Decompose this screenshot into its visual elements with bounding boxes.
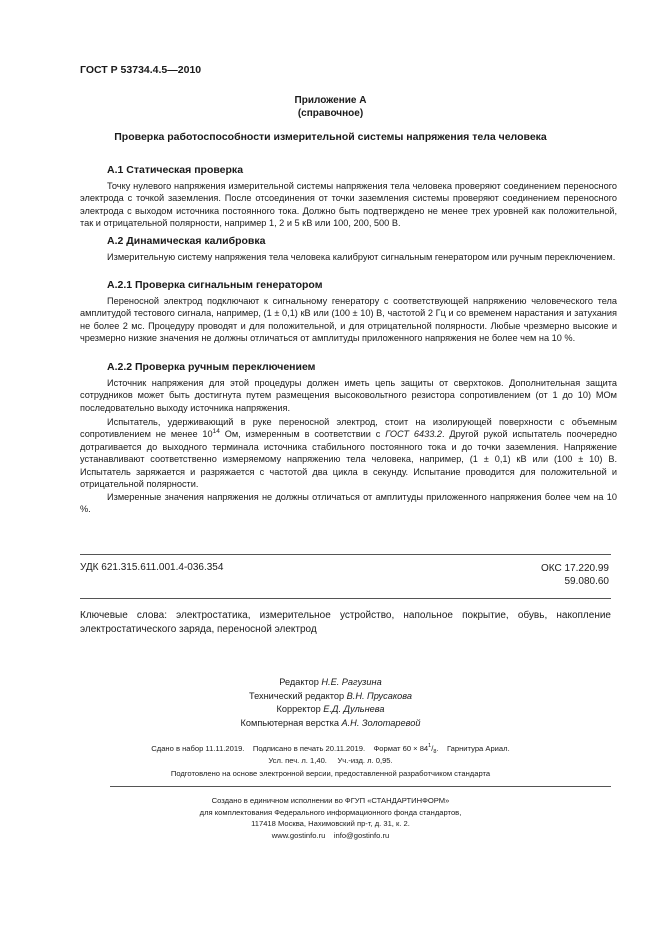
standard-id: ГОСТ Р 53734.4.5—2010: [80, 64, 202, 76]
credit-name: В.Н. Прусакова: [346, 690, 412, 701]
oks-codes: [541, 562, 609, 588]
imprint-pub-sheets: Уч.-изд. л. 0,95.: [337, 756, 393, 765]
section-a1-heading: А.1 Статическая проверка: [107, 164, 244, 176]
credit-label: Технический редактор: [249, 690, 347, 701]
credit-label: Редактор: [279, 677, 322, 687]
page-title: Проверка работоспособности измерительной системы напряжения тела человека: [114, 131, 547, 143]
annex-heading: [0, 94, 661, 120]
format-text: Формат 60 × 84: [373, 744, 429, 753]
annex-subtitle: (справочное): [297, 108, 364, 119]
divider: [80, 598, 611, 599]
footer-line-1: Создано в единичном исполнении во ФГУП «СТАНДАРТИНФОРМ»: [211, 796, 450, 805]
footer-line-3: 117418 Москва, Нахимовский пр-т, д. 31, к. 2.: [251, 819, 410, 828]
standard-reference: ГОСТ 6433.2: [385, 429, 442, 440]
imprint-signed: Подписано в печать 20.11.2019.: [252, 744, 366, 753]
credit-corrector: [0, 703, 661, 717]
credit-name: Е.Д. Дульнева: [323, 704, 385, 714]
imprint-typeface: Гарнитура Ариал.: [446, 744, 510, 753]
credit-label: Корректор: [276, 704, 324, 714]
text-span: . Другой рукой испытатель поочередно дотрагивается до выходного терминала источника стабильного постоянного тока и до точки заземления. Напряжение устанавливают соответственно измеряемому напряжению тела человека, например, (1 ± 0,1) кВ или (100 ± 10) В. Испытатель заряжается и разряжается с частотой два цикла в секунду. Испытание проводится для положительной и отрицательной полярности.: [80, 429, 618, 490]
credit-layout: [0, 717, 661, 731]
text-span: Испытатель, удерживающий в руке переносной электрод, стоит на изолирующей поверхности с объемным сопротивлением не менее 10: [80, 417, 617, 440]
credit-tech-editor: [0, 690, 661, 704]
section-a1-text: Точку нулевого напряжения измерительной системы напряжения тела человека проверяют соединением переносного электрода с точкой заземления. После отсоединения от точки заземления системы проверяют соединением переносного электрода с выходом источника постоянного тока. Должно быть подтверждено не менее трех уровней как положительной, так и отрицательной полярности, например 1, 2 и 5 кВ или 100, 200, 500 В.: [80, 181, 617, 229]
credit-name: Н.Е. Рагузина: [321, 677, 382, 687]
oks-code-1: ОКС 17.220.99: [541, 563, 609, 574]
section-a2-heading: А.2 Динамическая калибровка: [107, 235, 266, 247]
imprint-format: Формат $60 \times 84^1/_8$.: [373, 743, 439, 755]
format-numerator: 1: [428, 743, 432, 749]
imprint-submitted: Сдано в набор 11.11.2019.: [151, 744, 245, 753]
superscript: 14: [212, 428, 220, 436]
section-a22-text-3: Измеренные значения напряжения не должны отличаться от амплитуды приложенного напряжения более чем на 10 %.: [80, 492, 617, 515]
credits-block: [0, 676, 661, 730]
annex-title: Приложение А: [294, 95, 367, 106]
imprint-row-2: [0, 754, 661, 768]
section-a21-heading: А.2.1 Проверка сигнальным генератором: [107, 279, 323, 291]
section-a22-text-1: Источник напряжения для этой процедуры должен иметь цепь защиты от сверхтоков. Дополнительная защита сотрудников может быть достигнута путем размещения высоковольтного резистора сопротивлением (от 1 до 10) МОм последовательно выходу источника напряжения.: [80, 378, 617, 413]
section-a21-text: Переносной электрод подключают к сигнальному генератору с соответствующей напряжению человеческого тела амплитудой тестового сигнала, например, (1 ± 0,1) кВ или (100 ± 10) В, частотой 2 Гц и со временем нарастания и затухания не более 2 мс. Процедуру проводят и для положительной, и для отрицательной полярности. Любые чрезмерно высокие и чрезмерно низкие значения не должны отличаться от амплитуды приложенного напряжения не более чем на 10 %.: [80, 296, 617, 344]
section-a22-heading: А.2.2 Проверка ручным переключением: [107, 361, 316, 373]
imprint-prepared: Подготовлено на основе электронной версии, предоставленной разработчиком стандарта: [170, 769, 491, 778]
format-denominator: 8: [433, 749, 437, 755]
footer-line-2: для комплектования Федерального информационного фонда стандартов,: [199, 807, 462, 817]
footer-contacts: [0, 830, 661, 842]
imprint-sheets: Усл. печ. л. 1,40.: [268, 756, 327, 765]
credit-editor: [0, 676, 661, 690]
publisher-footer: [0, 795, 661, 841]
credit-name: А.Н. Золотаревой: [341, 717, 421, 728]
section-a2-text: Измерительную систему напряжения тела человека калибруют сигнальным генератором или ручным переключением.: [107, 252, 616, 262]
text-span: Ом, измеренным в соответствии с: [219, 429, 386, 440]
divider: [80, 554, 611, 555]
footer-site: www.gostinfo.ru: [271, 830, 326, 840]
oks-code-2: 59.080.60: [564, 576, 609, 587]
keywords: Ключевые слова: электростатика, измерительное устройство, напольное покрытие, обувь, накопление электростатического заряда, переносной электрод: [80, 610, 611, 635]
udk-code: УДК 621.315.611.001.4-036.354: [80, 562, 224, 573]
footer-email: info@gostinfo.ru: [333, 830, 390, 840]
section-a22-text-2: [80, 416, 617, 490]
divider: [110, 786, 611, 787]
credit-label: Компьютерная верстка: [240, 717, 342, 728]
